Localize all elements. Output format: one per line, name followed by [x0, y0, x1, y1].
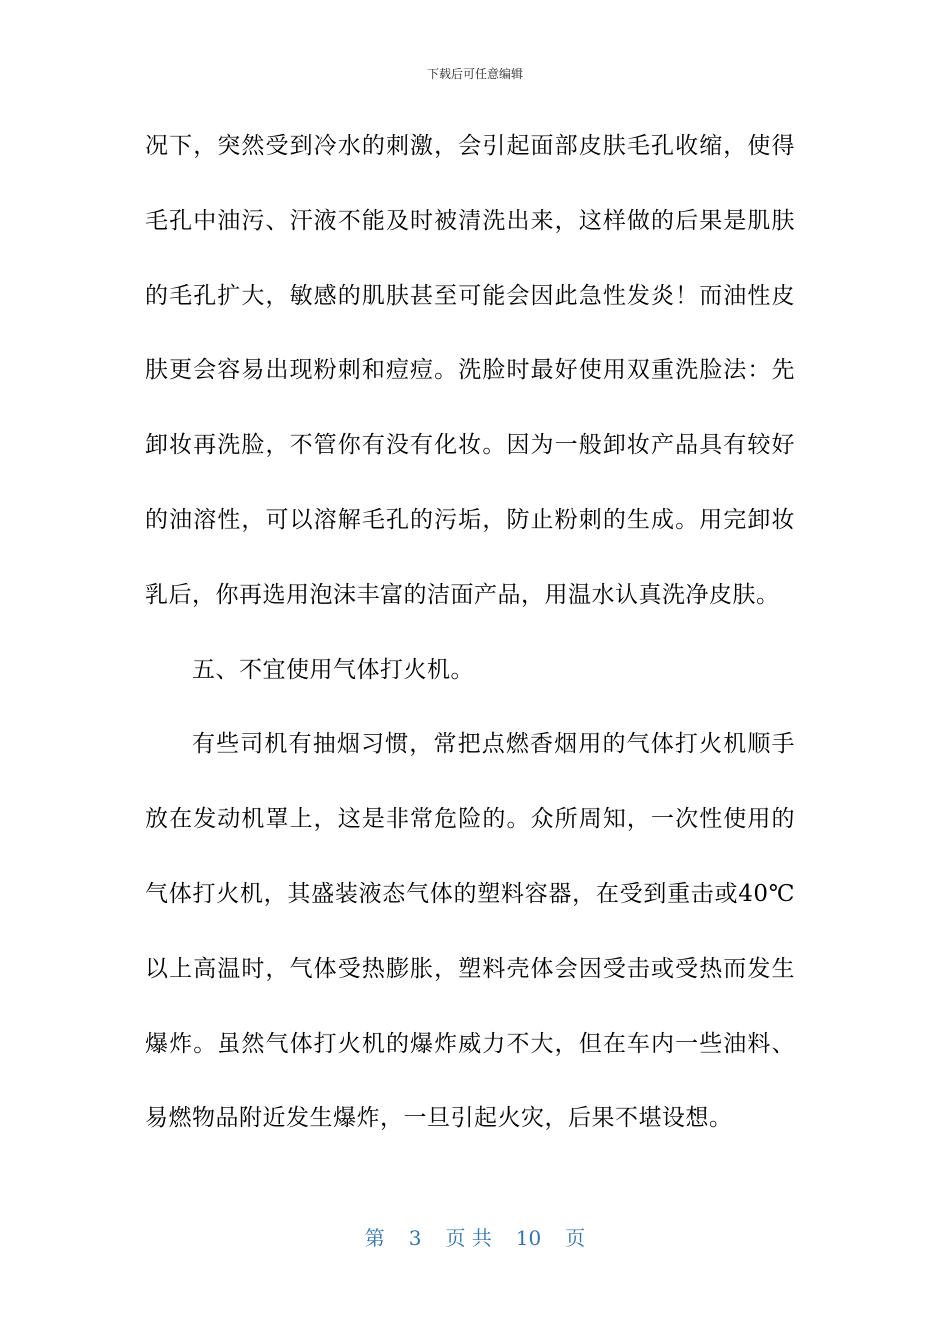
footer-label-ye: 页 — [565, 1226, 586, 1250]
body-line: 以上高温时，气体受热膨胀，塑料壳体会因受击或受热而发生 — [145, 955, 795, 982]
total-pages-number: 10 — [515, 1226, 542, 1250]
body-line: 卸妆再洗脸，不管你有没有化妆。因为一般卸妆产品具有较好 — [145, 432, 795, 459]
current-page-number: 3 — [408, 1226, 422, 1250]
body-line: 肤更会容易出现粉刺和痘痘。洗脸时最好使用双重洗脸法：先 — [145, 357, 795, 384]
body-line: 的毛孔扩大，敏感的肌肤甚至可能会因此急性发炎！而油性皮 — [145, 282, 795, 309]
body-line: 乳后，你再选用泡沫丰富的洁面产品，用温水认真洗净皮肤。 — [145, 581, 780, 608]
body-line: 易燃物品附近发生爆炸，一旦引起火灾，后果不堪设想。 — [145, 1105, 733, 1132]
body-line: 况下，突然受到冷水的刺激，会引起面部皮肤毛孔收缩，使得 — [145, 133, 795, 159]
page-footer — [0, 1224, 950, 1252]
page-header: 下载后可任意编辑 — [426, 67, 523, 81]
body-line: 爆炸。虽然气体打火机的爆炸威力不大，但在车内一些油料、 — [145, 1030, 795, 1057]
body-line: 的油溶性，可以溶解毛孔的污垢，防止粉刺的生成。用完卸妆 — [145, 506, 795, 533]
section-heading: 五、不宜使用气体打火机。 — [192, 656, 474, 683]
body-line: 放在发动机罩上，这是非常危险的。众所周知，一次性使用的 — [145, 806, 795, 833]
footer-label-di: 第 — [364, 1226, 385, 1250]
body-line: 气体打火机，其盛装液态气体的塑料容器，在受到重击或40℃ — [145, 880, 795, 907]
document-body — [145, 118, 795, 1165]
body-line: 有些司机有抽烟习惯，常把点燃香烟用的气体打火机顺手 — [192, 731, 795, 758]
body-line: 毛孔中油污、汗液不能及时被清洗出来，这样做的后果是肌肤 — [145, 207, 795, 234]
footer-label-ye-gong: 页 共 — [445, 1226, 492, 1250]
